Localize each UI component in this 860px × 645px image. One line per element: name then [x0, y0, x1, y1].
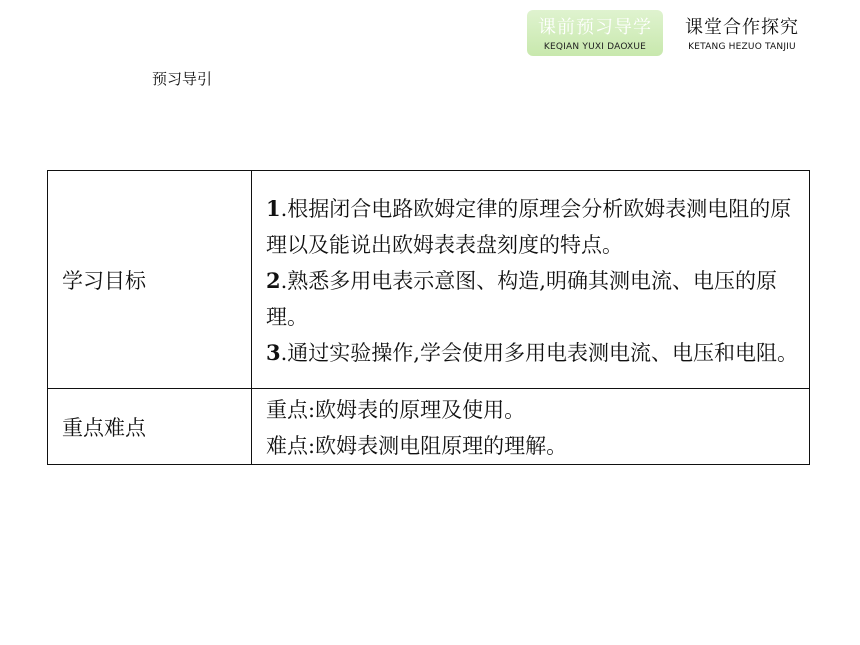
table-row [48, 389, 810, 465]
list-item [266, 263, 799, 335]
row-header: 学习目标 [48, 171, 252, 389]
tab-label: 课前预习导学 [538, 17, 652, 38]
tab-sublabel: KETANG HEZUO TANJIU [688, 42, 796, 52]
list-item [266, 191, 799, 263]
objectives-table [47, 170, 810, 465]
item-number: 3 [266, 340, 281, 365]
row-content [252, 171, 810, 389]
list-item: 难点:欧姆表测电阻原理的理解。 [266, 434, 568, 458]
list-item: 重点:欧姆表的原理及使用。 [266, 398, 526, 422]
tab-ketang-hezuo-tanjiu[interactable] [676, 10, 808, 56]
item-text: .通过实验操作,学会使用多用电表测电流、电压和电阻。 [280, 341, 798, 365]
table-row [48, 171, 810, 389]
item-number: 2 [266, 268, 281, 293]
tab-label: 课堂合作探究 [685, 17, 799, 38]
item-text: .熟悉多用电表示意图、构造,明确其测电流、电压的原理。 [266, 269, 777, 329]
row-content [252, 389, 810, 465]
tab-sublabel: KEQIAN YUXI DAOXUE [543, 42, 647, 52]
tab-keqian-yuxi-daoxue[interactable] [527, 10, 663, 56]
item-number: 1 [266, 196, 281, 221]
list-item [266, 335, 799, 371]
section-label: 预习导引 [152, 70, 213, 88]
item-text: .根据闭合电路欧姆定律的原理会分析欧姆表测电阻的原理以及能说出欧姆表表盘刻度的特点。 [266, 197, 792, 257]
row-header: 重点难点 [48, 389, 252, 465]
